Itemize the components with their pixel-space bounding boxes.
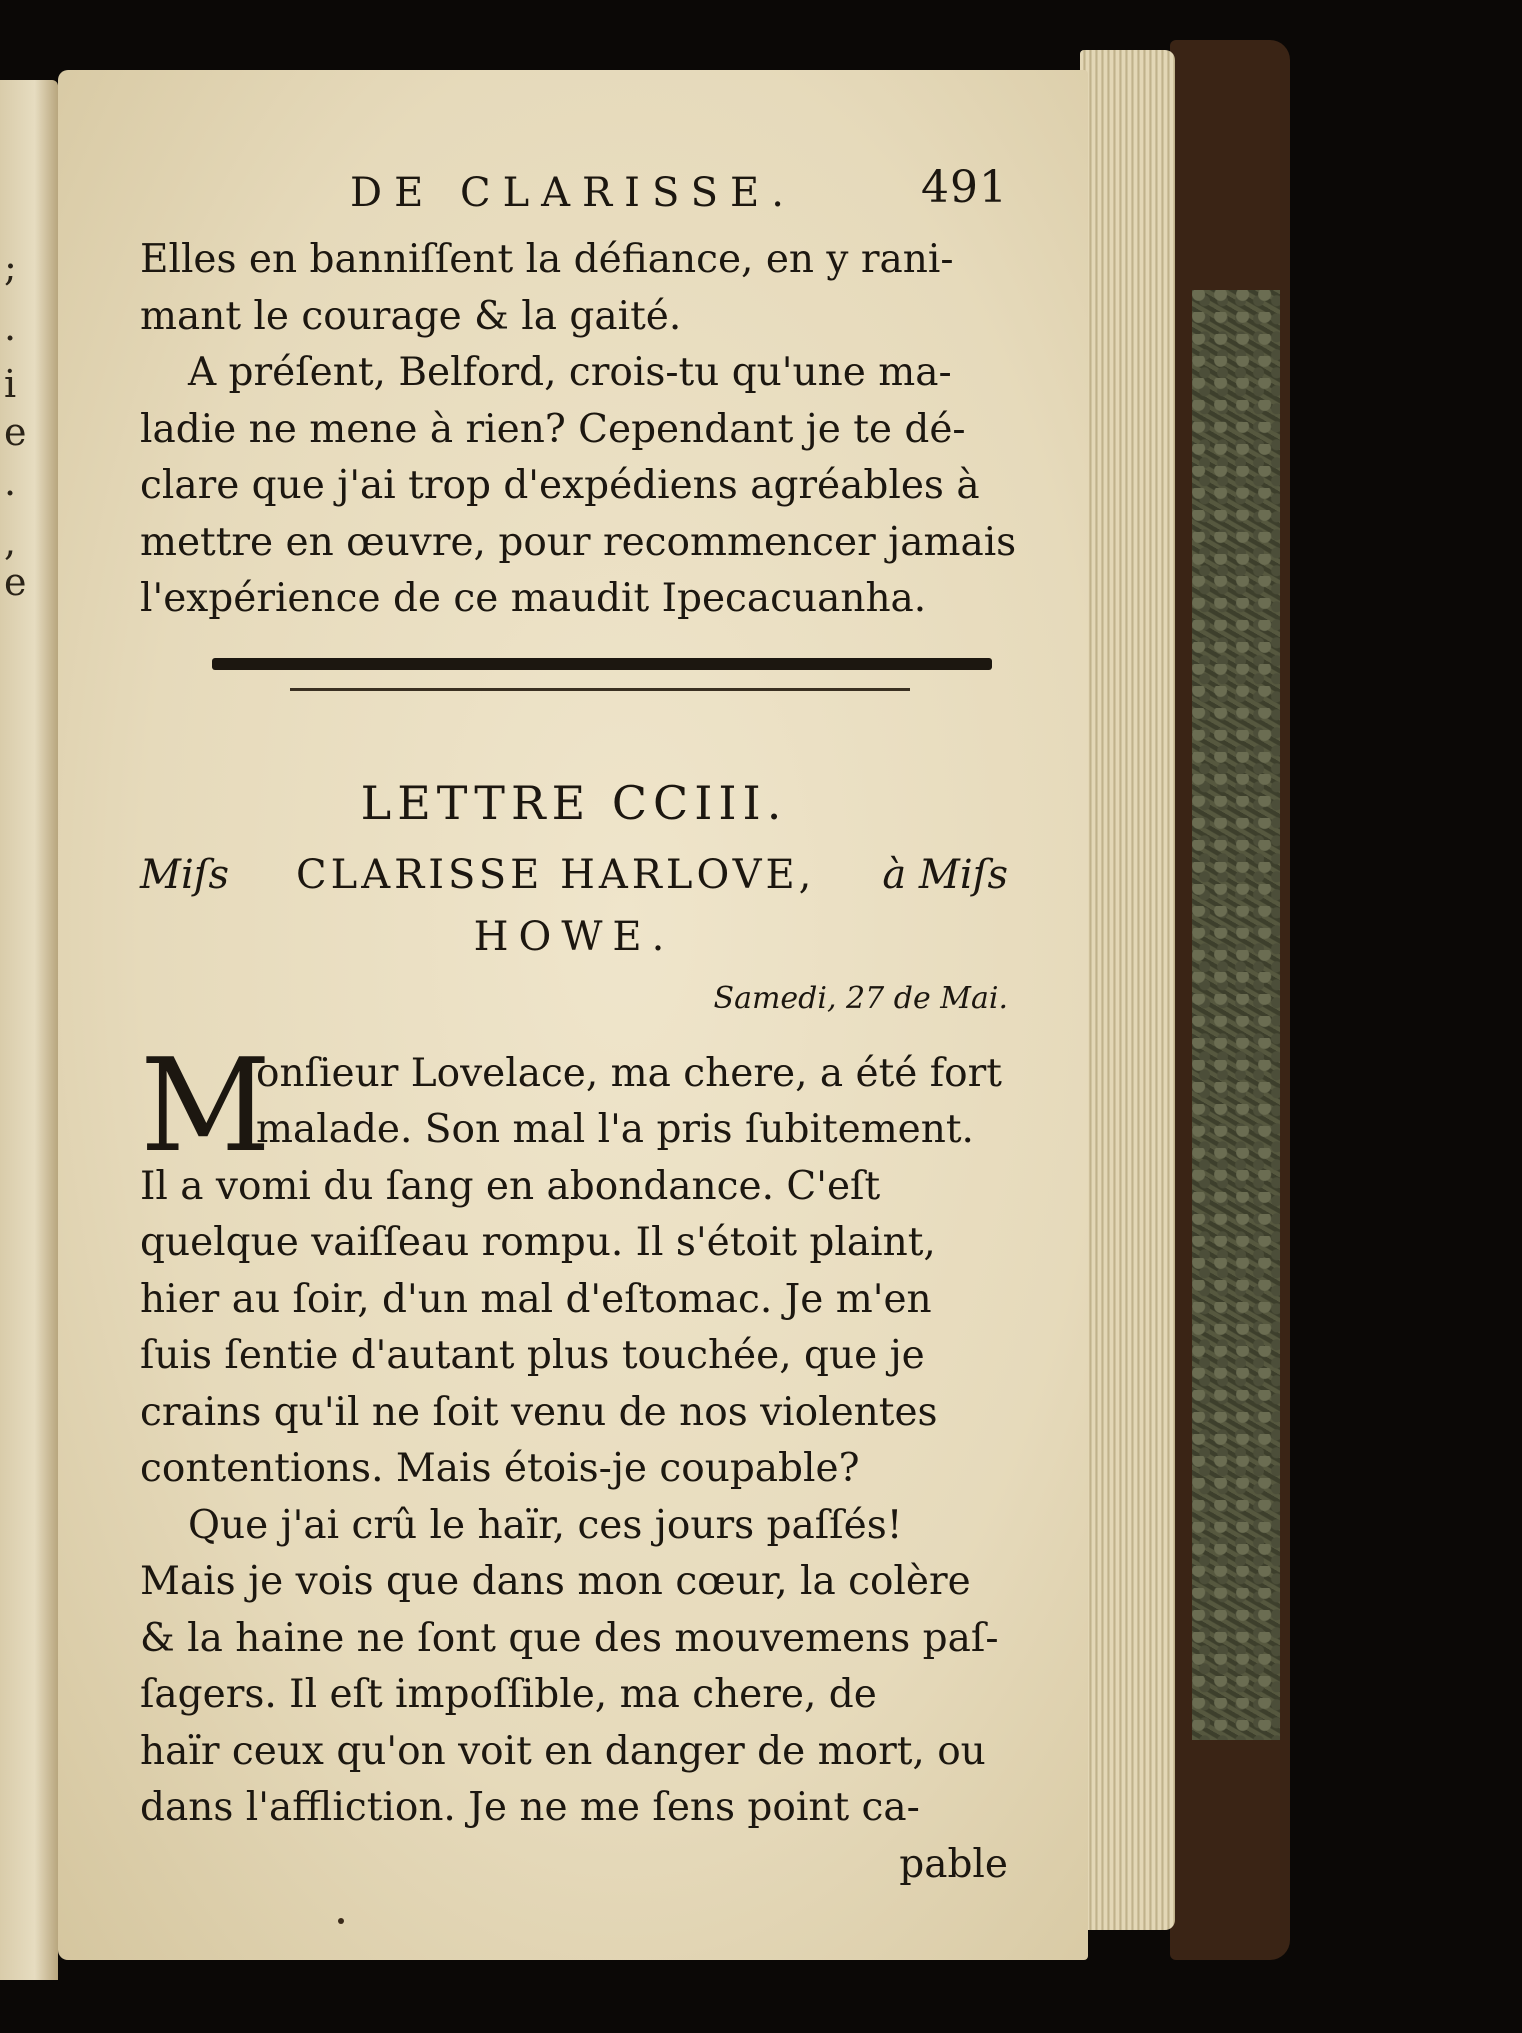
text-line: Elles en banniſſent la défiance, en y rani- — [140, 237, 954, 282]
book-page — [58, 70, 1088, 1960]
left-page-fragment: i — [4, 362, 17, 406]
left-page-fragment: . — [4, 305, 17, 349]
text-line: & la haine ne ſont que des mouvemens paſ- — [140, 1615, 999, 1661]
salutation — [140, 844, 1008, 906]
catchword: pable — [899, 1841, 1008, 1887]
salutation-to: à Miſs — [882, 851, 1008, 898]
left-page-fragment: , — [4, 520, 17, 564]
page-number: 491 — [921, 162, 1008, 213]
text-line: mant le courage & la gaité. — [140, 293, 682, 339]
letter-paragraph-1 — [140, 1031, 1008, 1498]
text-line: A préſent, Belford, crois-tu qu'une ma- — [188, 350, 952, 395]
salutation-prefix: Miſs — [140, 851, 230, 898]
text-line: Que j'ai crû le haïr, ces jours paſſés! — [188, 1502, 903, 1548]
opening-paragraph — [140, 232, 1017, 628]
text-line: malade. Son mal l'a pris ſubitement. — [256, 1107, 974, 1152]
letter-heading: LETTRE CCIII. — [360, 775, 788, 830]
text-line: crains qu'il ne ſoit venu de nos violentes — [140, 1389, 938, 1435]
letter-paragraph-2 — [140, 1498, 1008, 1837]
left-page-fragment: e — [4, 410, 27, 454]
text-line: clare que j'ai trop d'expédiens agréables à — [140, 463, 980, 508]
text-line: hier au ſoir, d'un mal d'eſtomac. Je m'en — [140, 1276, 932, 1322]
running-head-title: DE CLARISSE. — [350, 170, 796, 216]
page-stack-edges — [1080, 50, 1175, 1930]
text-line: haïr ceux qu'on voit en danger de mort, ou — [140, 1728, 986, 1774]
text-line: onſieur Lovelace, ma chere, a été fort — [256, 1050, 1002, 1096]
text-line: contentions. Mais étois-je coupable? — [140, 1446, 860, 1491]
left-page-fragment: . — [4, 460, 17, 504]
running-head — [140, 162, 1008, 232]
marbled-cover-panel — [1192, 290, 1280, 1740]
salutation-name: CLARISSE HARLOVE, — [296, 851, 816, 898]
text-line: ſuis ſentie d'autant plus touchée, que je — [140, 1333, 925, 1378]
thick-rule — [212, 658, 992, 670]
salutation-recipient: HOWE. — [473, 913, 675, 960]
left-page-fragment: ; — [4, 245, 17, 289]
previous-page-edge — [0, 80, 58, 1980]
paper-speck — [338, 1918, 344, 1924]
thin-rule — [290, 688, 910, 691]
section-divider — [140, 658, 1008, 762]
text-line: ſagers. Il eſt impoſſible, ma chere, de — [140, 1672, 877, 1717]
page-text-block — [140, 162, 1017, 1893]
text-line: Il a vomi du ſang en abondance. C'eſt — [140, 1163, 881, 1209]
dateline: Samedi, 27 de Mai. — [713, 980, 1008, 1016]
left-page-fragment: e — [4, 560, 27, 604]
text-line: Mais je vois que dans mon cœur, la colère — [140, 1559, 971, 1604]
text-line: dans l'affliction. Je ne me ſens point ca- — [140, 1785, 920, 1830]
text-line: quelque vaiſſeau rompu. Il s'étoit plaint, — [140, 1220, 936, 1265]
drop-cap: M — [140, 1031, 272, 1181]
text-line: l'expérience de ce maudit Ipecacuanha. — [140, 576, 927, 621]
text-line: mettre en œuvre, pour recommencer jamais — [140, 519, 1017, 565]
text-line: ladie ne mene à rien? Cependant je te dé- — [140, 406, 966, 452]
